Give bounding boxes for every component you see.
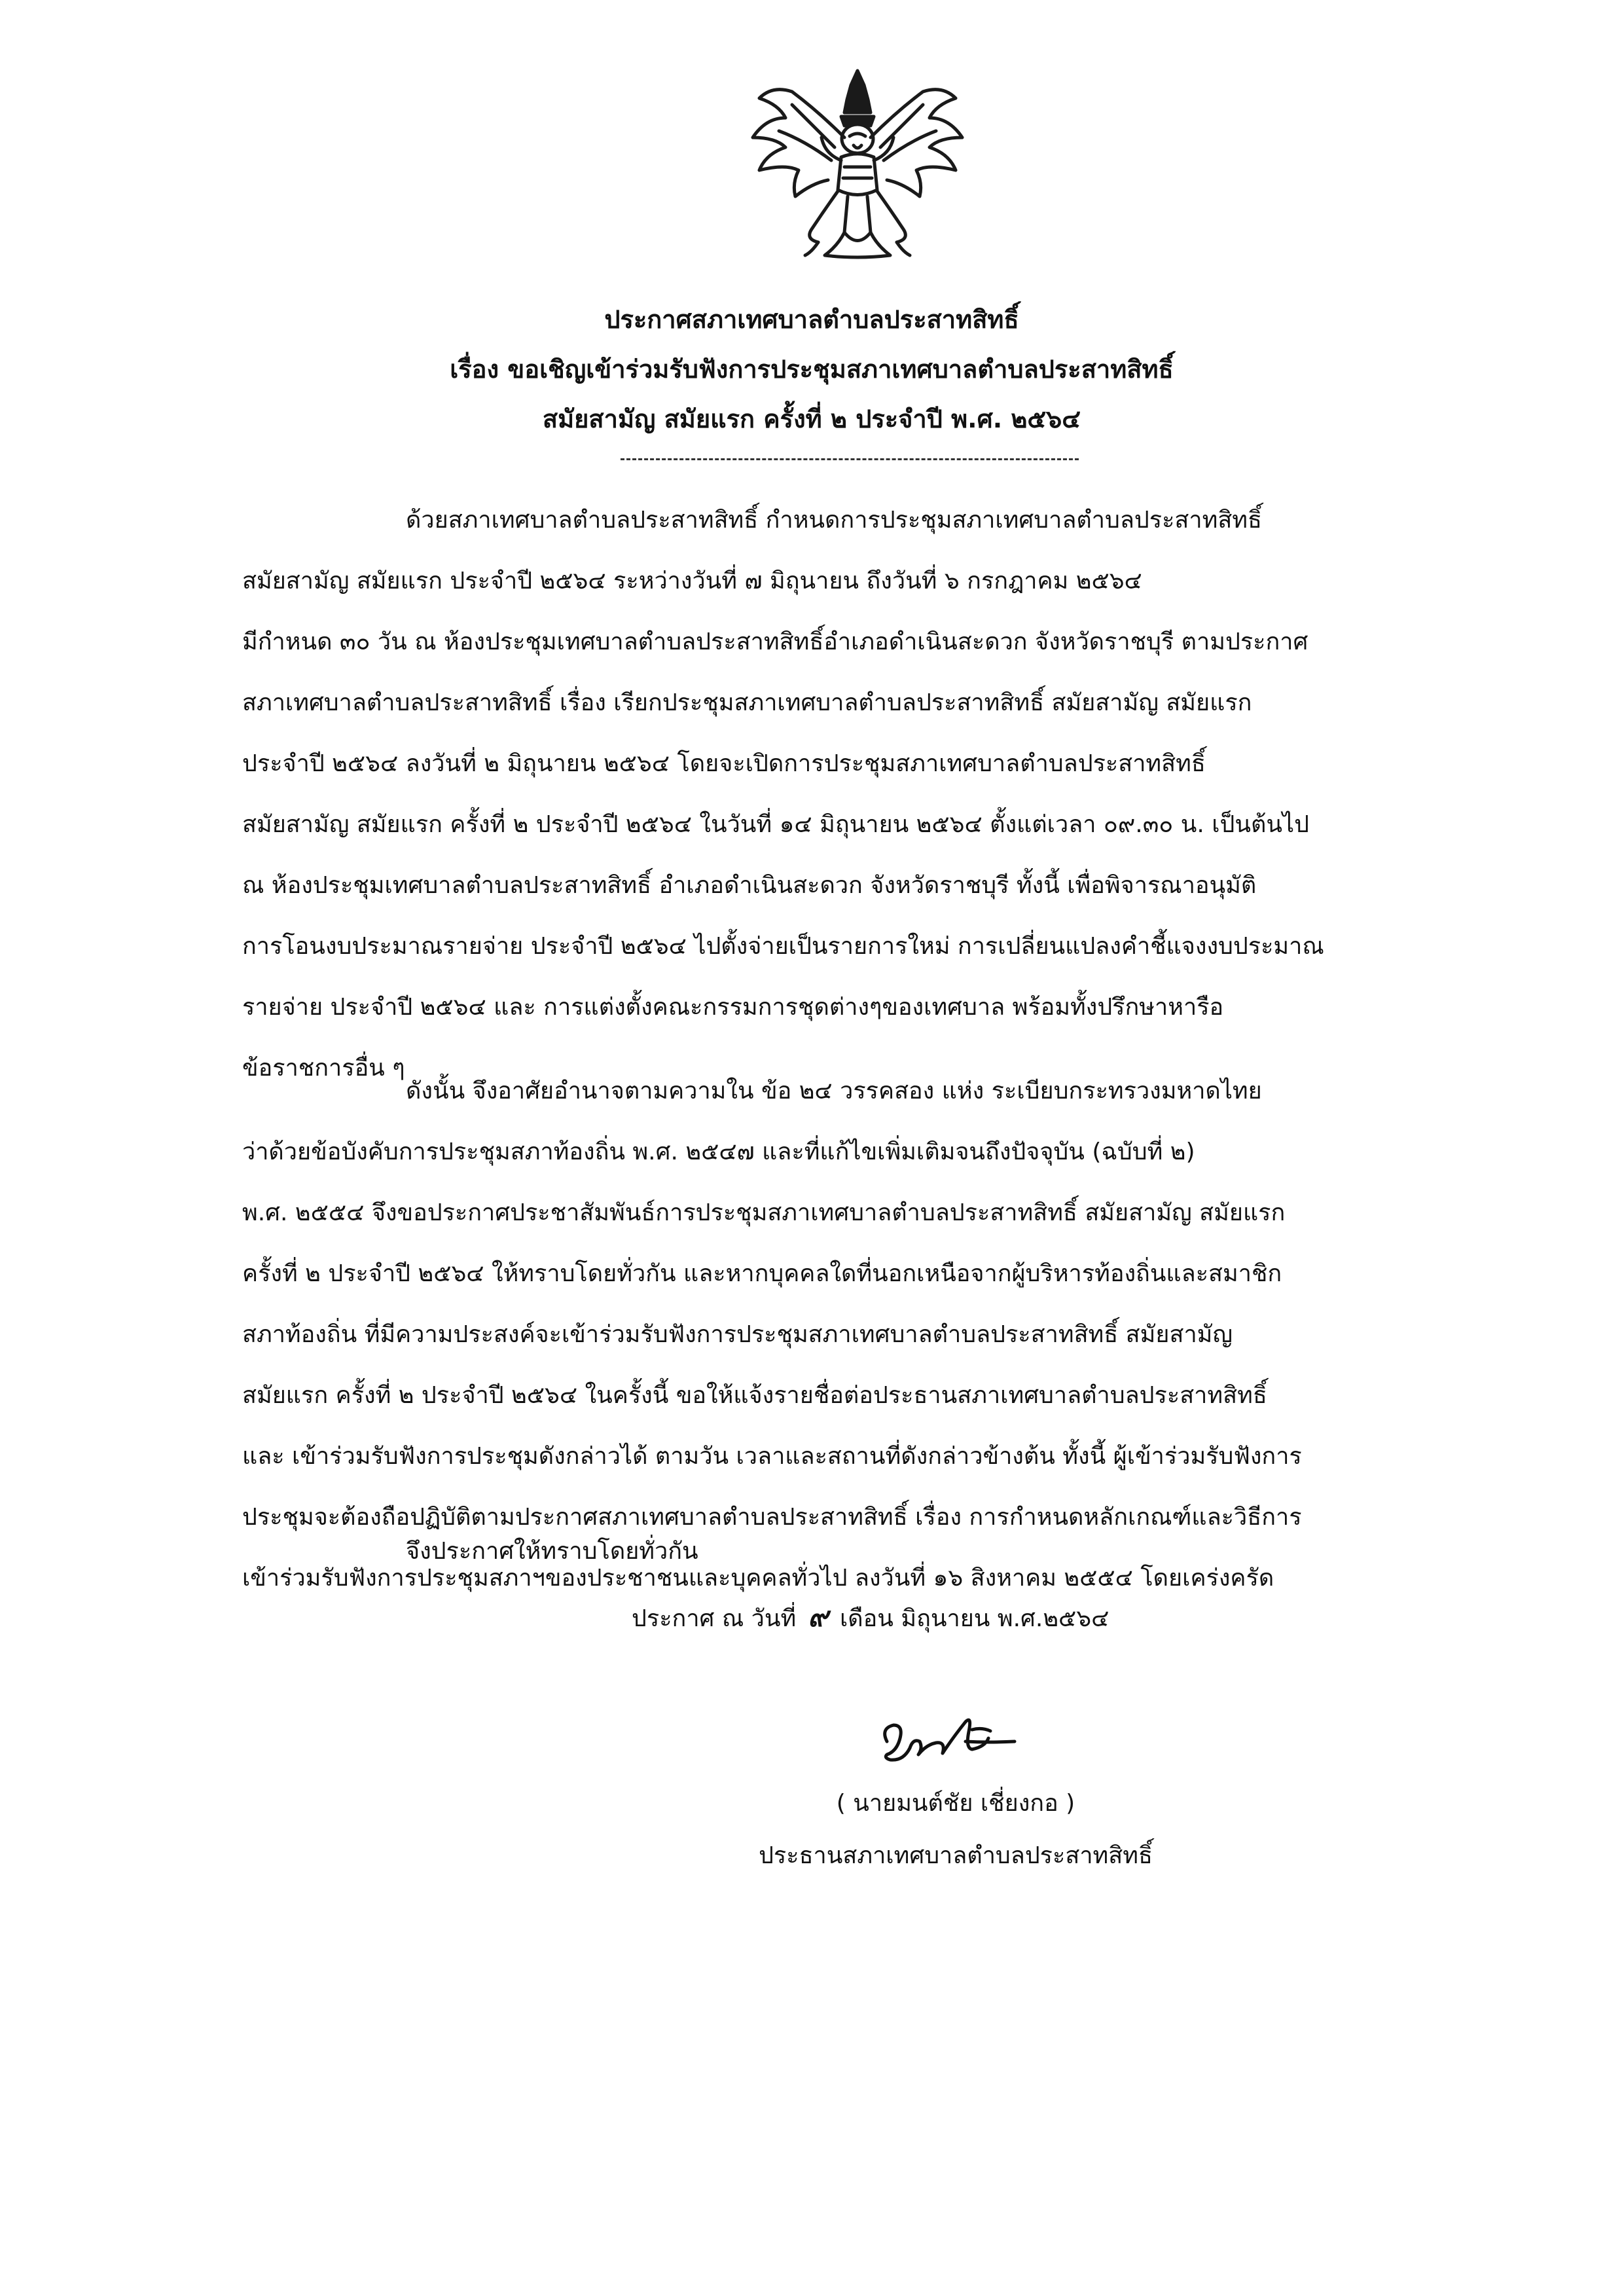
paragraph-1-line: ด้วยสภาเทศบาลตำบลประสาทสิทธิ์ กำหนดการประชุมสภาเทศบาลตำบลประสาทสิทธิ์ [406, 507, 1263, 534]
paragraph-2-line: ครั้งที่ ๒ ประจำปี ๒๕๖๔ ให้ทราบโดยทั่วกัน และหากบุคคลใดที่นอกเหนือจากผู้บริหารท้องถิ่นและสมาชิก [242, 1260, 1282, 1287]
paragraph-1-line: ข้อราชการอื่น ๆ [242, 1055, 405, 1082]
paragraph-1-line: สภาเทศบาลตำบลประสาทสิทธิ์ เรื่อง เรียกประชุมสภาเทศบาลตำบลประสาทสิทธิ์ สมัยสามัญ สมัยแรก [242, 689, 1252, 716]
paragraph-2-line: ว่าด้วยข้อบังคับการประชุมสภาท้องถิ่น พ.ศ. ๒๕๔๗ และที่แก้ไขเพิ่มเติมจนถึงปัจจุบัน (ฉบับที่ ๒) [242, 1139, 1195, 1165]
title-line-3: สมัยสามัญ สมัยแรก ครั้งที่ ๒ ประจำปี พ.ศ. ๒๕๖๔ [542, 405, 1081, 433]
paragraph-2-line: พ.ศ. ๒๕๕๔ จึงขอประกาศประชาสัมพันธ์การประชุมสภาเทศบาลตำบลประสาทสิทธิ์ สมัยสามัญ สมัยแรก [242, 1199, 1286, 1226]
date-day: ๙ [808, 1601, 828, 1633]
announcement-date [632, 1591, 1109, 1645]
date-month-year: เดือน มิถุนายน พ.ศ.๒๕๖๔ [840, 1605, 1110, 1632]
date-prefix: ประกาศ ณ วันที่ [632, 1605, 797, 1632]
paragraph-1-line: มีกำหนด ๓๐ วัน ณ ห้องประชุมเทศบาลตำบลประสาทสิทธิ์อำเภอดำเนินสะดวก จังหวัดราชบุรี ตามประกาศ [242, 629, 1308, 655]
handwritten-signature-icon [874, 1702, 1024, 1774]
paragraph-1 [242, 490, 1440, 1099]
title-line-2: เรื่อง ขอเชิญเข้าร่วมรับฟังการประชุมสภาเทศบาลตำบลประสาทสิทธิ์ [450, 355, 1174, 384]
paragraph-2-line: สภาท้องถิ่น ที่มีความประสงค์จะเข้าร่วมรับฟังการประชุมสภาเทศบาลตำบลประสาทสิทธิ์ สมัยสามัญ [242, 1321, 1233, 1348]
paragraph-2-line: ประชุมจะต้องถือปฏิบัติตามประกาศสภาเทศบาลตำบลประสาทสิทธิ์ เรื่อง การกำหนดหลักเกณฑ์และวิธีการ [242, 1504, 1302, 1531]
title-separator [621, 458, 1079, 460]
paragraph-2-line: และ เข้าร่วมรับฟังการประชุมดังกล่าวได้ ตามวัน เวลาและสถานที่ดังกล่าวข้างต้น ทั้งนี้ ผู้เข้าร่วมรับฟังการ [242, 1443, 1302, 1470]
signer-position: ประธานสภาเทศบาลตำบลประสาทสิทธิ์ [759, 1842, 1153, 1869]
paragraph-1-line: รายจ่าย ประจำปี ๒๕๖๔ และ การแต่งตั้งคณะกรรมการชุดต่างๆของเทศบาล พร้อมทั้งปรึกษาหารือ [242, 994, 1224, 1021]
paragraph-2-line: สมัยแรก ครั้งที่ ๒ ประจำปี ๒๕๖๔ ในครั้งนี้ ขอให้แจ้งรายชื่อต่อประธานสภาเทศบาลตำบลประสาทสิทธิ์ [242, 1382, 1267, 1409]
paragraph-1-line: สมัยสามัญ สมัยแรก ครั้งที่ ๒ ประจำปี ๒๕๖๔ ในวันที่ ๑๔ มิถุนายน ๒๕๖๔ ตั้งแต่เวลา ๐๙.๓๐ น. เป็นต้นไป [242, 811, 1309, 838]
paragraph-1-line: การโอนงบประมาณรายจ่าย ประจำปี ๒๕๖๔ ไปตั้งจ่ายเป็นรายการใหม่ การเปลี่ยนแปลงคำชี้แจงงบประมาณ [242, 933, 1324, 960]
paragraph-1-line: ประจำปี ๒๕๖๔ ลงวันที่ ๒ มิถุนายน ๒๕๖๔ โดยจะเปิดการประชุมสภาเทศบาลตำบลประสาทสิทธิ์ [242, 750, 1206, 777]
title-line-1: ประกาศสภาเทศบาลตำบลประสาทสิทธิ์ [604, 305, 1019, 334]
paragraph-2-line: ดังนั้น จึงอาศัยอำนาจตามความใน ข้อ ๒๔ วรรคสอง แห่ง ระเบียบกระทรวงมหาดไทย [406, 1078, 1262, 1104]
garuda-emblem-icon [746, 65, 969, 262]
paragraph-1-line: ณ ห้องประชุมเทศบาลตำบลประสาทสิทธิ์ อำเภอดำเนินสะดวก จังหวัดราชบุรี ทั้งนี้ เพื่อพิจารณาอนุมัติ [242, 872, 1257, 899]
signer-name: ( นายมนต์ชัย เชี่ยงกอ ) [836, 1790, 1075, 1817]
paragraph-1-line: สมัยสามัญ สมัยแรก ประจำปี ๒๕๖๔ ระหว่างวันที่ ๗ มิถุนายน ถึงวันที่ ๖ กรกฎาคม ๒๕๖๔ [242, 568, 1142, 594]
announcement-title [236, 295, 1388, 444]
closing-statement: จึงประกาศให้ทราบโดยทั่วกัน [406, 1538, 698, 1565]
paragraph-2-line: เข้าร่วมรับฟังการประชุมสภาฯของประชาชนและบุคคลทั่วไป ลงวันที่ ๑๖ สิงหาคม ๒๕๕๔ โดยเคร่งครัด [242, 1565, 1274, 1592]
